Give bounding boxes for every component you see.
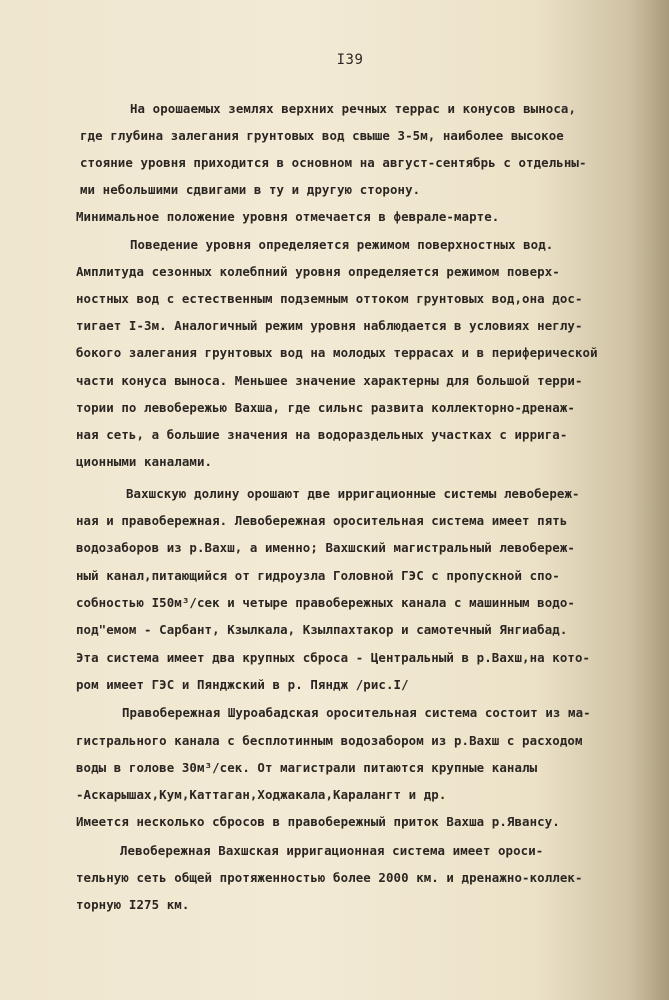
text-line: водозаборов из р.Вахш, а именно; Вахшский магистральный левобереж-	[76, 540, 575, 555]
text-line: бокого залегания грунтовых вод на молодых террасах и в периферической	[76, 345, 598, 360]
text-line: гистрального канала с бесплотинным водозабором из р.Вахш с расходом	[76, 733, 583, 748]
page-number: I39	[336, 52, 364, 68]
text-line: ми небольшими сдвигами в ту и другую сторону.	[80, 182, 421, 197]
text-line: ная и правобережная. Левобережная оросительная система имеет пять	[76, 513, 568, 528]
text-line: части конуса выноса. Меньшее значение характерны для большой терри-	[76, 373, 583, 388]
text-line: На орошаемых землях верхних речных террас и конусов выноса,	[130, 101, 577, 116]
text-line: под"емом - Сарбант, Кзылкала, Кзылпахтакор и самотечный Янгиабад.	[76, 622, 568, 637]
text-line: Минимальное положение уровня отмечается в феврале-марте.	[76, 209, 500, 224]
text-line: тигает I-3м. Аналогичный режим уровня наблюдается в условиях неглу-	[76, 318, 583, 333]
text-line: Эта система имеет два крупных сброса - Центральный в р.Вахш,на кото-	[76, 650, 591, 665]
text-line: тории по левобережью Вахша, где сильнс развита коллекторно-дренаж-	[76, 400, 575, 415]
text-line: ный канал,питающийся от гидроузла Головной ГЭС с пропускной спо-	[76, 568, 560, 583]
text-line: торную I275 км.	[76, 897, 190, 912]
text-line: ционными каналами.	[76, 454, 213, 469]
text-line: ром имеет ГЭС и Пянджский в р. Пяндж /рис.I/	[76, 677, 409, 692]
text-line: -Аскарышах,Кум,Каттаган,Ходжакала,Каралангт и др.	[76, 787, 447, 802]
text-line: воды в голове 30м³/сек. От магистрали питаются крупные каналы	[76, 760, 538, 775]
text-line: Амплитуда сезонных колебпний уровня определяется режимом поверх-	[76, 264, 560, 279]
text-line: Вахшскую долину орошают две ирригационные системы левобереж-	[126, 486, 580, 501]
text-line: Поведение уровня определяется режимом поверхностных вод.	[130, 237, 554, 252]
text-line: ностных вод с естественным подземным оттоком грунтовых вод,она дос-	[76, 291, 583, 306]
text-line: стояние уровня приходится в основном на август-сентябрь с отдельны-	[80, 155, 587, 170]
text-line: Имеется несколько сбросов в правобережный приток Вахша р.Явансу.	[76, 814, 560, 829]
text-line: Левобережная Вахшская ирригационная система имеет ороси-	[120, 843, 544, 858]
text-line: Правобережная Шуроабадская оросительная система состоит из ма-	[122, 705, 591, 720]
text-line: тельную сеть общей протяженностью более 2000 км. и дренажно-коллек-	[76, 870, 583, 885]
text-line: ная сеть, а большие значения на водораздельных участках с ирригa-	[76, 427, 568, 442]
text-line: где глубина залегания грунтовых вод свыше 3-5м, наиболее высокое	[80, 128, 564, 143]
text-line: собностью I50м³/сек и четыре правобережных канала с машинным водо-	[76, 595, 575, 610]
